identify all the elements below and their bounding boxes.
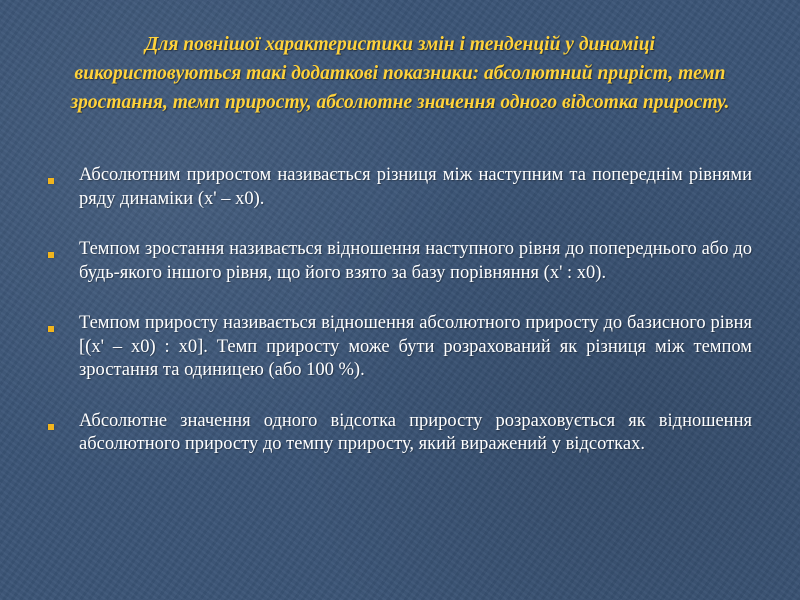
bullet-item-one-percent-value	[44, 410, 752, 457]
square-bullet-icon	[48, 424, 54, 430]
bullet-text: Абсолютним приростом називається різниця між наступним та попереднім рівнями ряду динаміки (x' – x0).	[79, 165, 752, 209]
slide-title: Для повнішої характеристики змін і тенденцій у динаміці використовуються такі додаткові показники: абсолютний приріст, темп зростання, темп приросту, абсолютне значення одного відсотка приросту.	[70, 34, 730, 113]
square-bullet-icon	[48, 252, 54, 258]
bullet-text: Абсолютне значення одного відсотка приросту розраховується як відношення абсолютного приросту до темпу приросту, який виражений у відсотках.	[79, 410, 752, 454]
bullet-item-absolute-growth	[44, 164, 752, 211]
bullet-text: Темпом зростання називається відношення наступного рівня до попереднього або до будь-якого іншого рівня, що його взято за базу порівняння (x' : x0).	[79, 239, 752, 283]
square-bullet-icon	[48, 326, 54, 332]
bullet-item-increment-rate	[44, 312, 752, 383]
square-bullet-icon	[48, 178, 54, 184]
bullet-list	[44, 164, 752, 484]
bullet-text: Темпом приросту називається відношення абсолютного приросту до базисного рівня [(x' – x0) : x0]. Темп приросту може бути розрахований як різниця між темпом зростання та одиницею (або 100 %).	[79, 313, 752, 380]
bullet-item-growth-rate	[44, 238, 752, 285]
